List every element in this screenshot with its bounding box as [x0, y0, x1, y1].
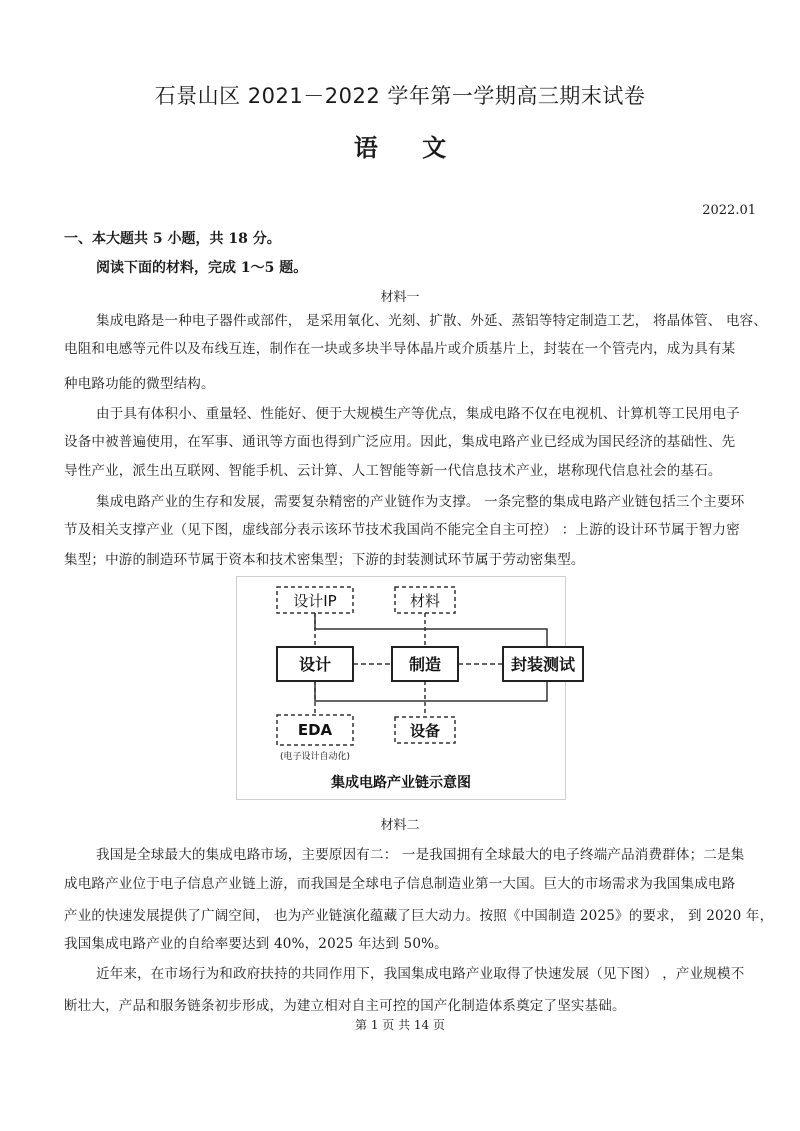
- material2-line: 我国是全球最大的集成电路市场，主要原因有二： 一是我国拥有全球最大的电子终端产品消费群体；二是集: [96, 847, 745, 863]
- page-number: 第 1 页 共 14 页: [355, 1018, 445, 1032]
- material2-line: 产业的快速发展提供了广阔空间， 也为产业链演化蕴藏了巨大动力。按照《中国制造 2025》的要求， 到 2020 年，: [64, 908, 774, 924]
- industry-chain-svg: [237, 577, 576, 799]
- industry-chain-diagram: [236, 576, 576, 800]
- top-loop: [315, 613, 547, 647]
- material1-line: 节及相关支撑产业（见下图，虚线部分表示该环节技术我国尚不能完全自主可控） ：上游的设计环节属于智力密: [64, 522, 740, 538]
- eda-label: EDA: [297, 721, 333, 739]
- material2-line: 我国集成电路产业的自给率要达到 40%，2025 年达到 50%。: [64, 936, 448, 952]
- material2-line: 成电路产业位于电子信息产业链上游，而我国是全球电子信息制造业第一大国。巨大的市场需求为我国集成电路: [64, 876, 736, 892]
- material2-heading: 材料二: [380, 818, 420, 833]
- packaging-label: 封装测试: [510, 655, 576, 674]
- material1-line: 种电路功能的微型结构。: [64, 376, 215, 392]
- material2-line: 断壮大，产品和服务链条初步形成，为建立相对自主可控的国产化制造体系奠定了坚实基础。: [64, 998, 626, 1014]
- material1-line: 导性产业，派生出互联网、智能手机、云计算、人工智能等新一代信息技术产业，堪称现代信息社会的基石。: [64, 463, 722, 479]
- manufacture-label: 制造: [408, 655, 442, 674]
- equipment-label: 设备: [409, 722, 441, 740]
- bottom-loop: [315, 681, 547, 701]
- design-ip-label: 设计IP: [293, 592, 337, 610]
- design-label: 设计: [298, 655, 332, 674]
- material2-line: 近年来，在市场行为和政府扶持的共同作用下，我国集成电路产业取得了快速发展（见下图） ，产业规模不: [96, 966, 745, 982]
- material1-line: 集成电路产业的生存和发展，需要复杂精密的产业链作为支撑。 一条完整的集成电路产业链包括三个主要环: [96, 494, 745, 510]
- section-instruction: 阅读下面的材料，完成 1～5 题。: [96, 260, 308, 276]
- exam-title: 石景山区 2021－2022 学年第一学期高三期末试卷: [154, 84, 646, 108]
- exam-date: 2022.01: [702, 203, 756, 218]
- material1-line: 集成电路是一种电子器件或部件， 是采用氧化、光刻、扩散、外延、蒸铝等特定制造工艺， 将晶体管、 电容、: [96, 313, 768, 329]
- diagram-caption: 集成电路产业链示意图: [331, 775, 471, 791]
- eda-note-label: (电子设计自动化): [279, 752, 351, 762]
- material1-line: 电阻和电感等元件以及布线互连，制作在一块或多块半导体晶片或介质基片上，封装在一个管壳内，成为具有某: [64, 341, 736, 357]
- material1-heading: 材料一: [380, 290, 420, 305]
- section-heading: 一、本大题共 5 小题，共 18 分。: [64, 231, 281, 247]
- subject-title: 语 文: [353, 134, 465, 162]
- material-label: 材料: [409, 592, 441, 610]
- material1-line: 设备中被普遍使用，在军事、通讯等方面也得到广泛应用。因此，集成电路产业已经成为国民经济的基础性、先: [64, 434, 736, 450]
- material1-line: 由于具有体积小、重量轻、性能好、便于大规模生产等优点，集成电路不仅在电视机、计算机等工民用电子: [96, 406, 740, 422]
- material1-line: 集型；中游的制造环节属于资本和技术密集型；下游的封装测试环节属于劳动密集型。: [64, 552, 585, 568]
